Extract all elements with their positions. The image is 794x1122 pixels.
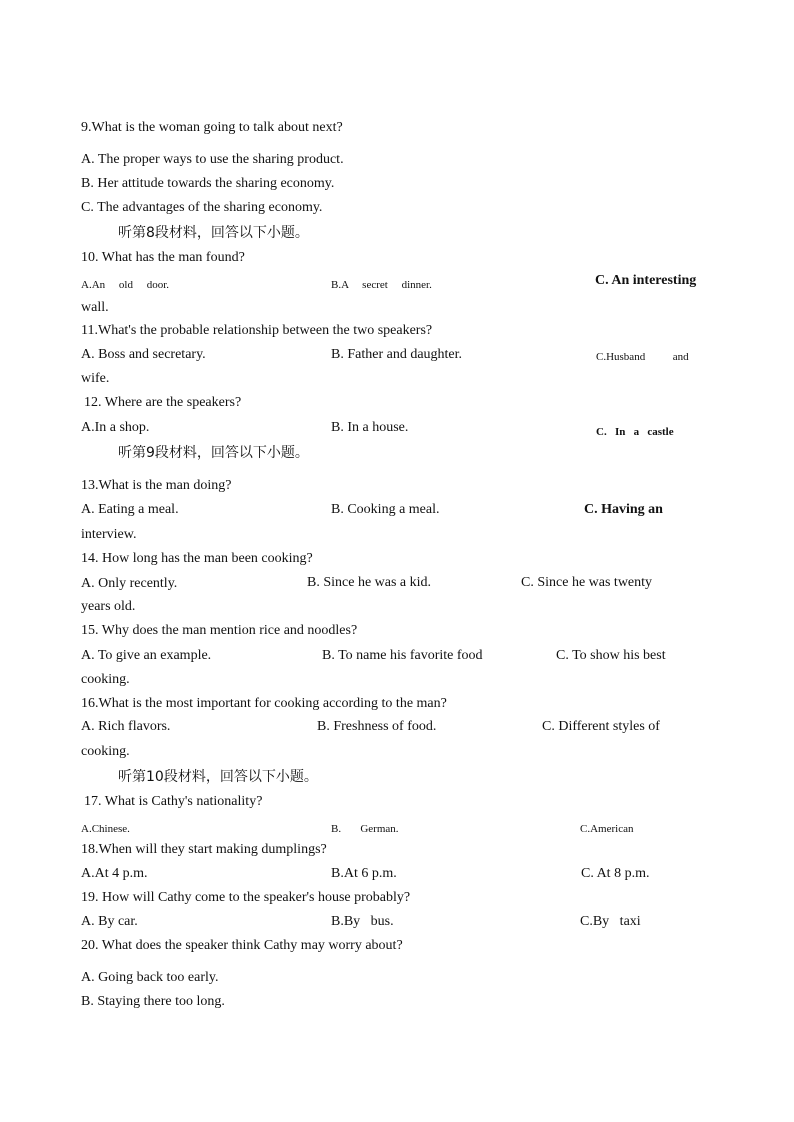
option-18c: C. At 8 p.m. <box>581 866 650 881</box>
option-13c: C. Having an <box>584 502 663 517</box>
option-9b: B. Her attitude towards the sharing economy. <box>81 176 335 191</box>
option-16b: B. Freshness of food. <box>317 719 437 734</box>
option-9a: A. The proper ways to use the sharing product. <box>81 152 344 167</box>
option-14c-continued: years old. <box>81 599 136 614</box>
option-19a: A. By car. <box>81 914 138 929</box>
option-20a: A. Going back too early. <box>81 970 219 985</box>
question-19: 19. How will Cathy come to the speaker's house probably? <box>81 890 411 905</box>
option-10a: A.An old door. <box>81 279 169 291</box>
option-11b: B. Father and daughter. <box>331 347 463 362</box>
option-14c: C. Since he was twenty <box>521 575 653 590</box>
option-14b: B. Since he was a kid. <box>307 575 432 590</box>
option-19c: C.By taxi <box>580 914 641 929</box>
question-9: 9.What is the woman going to talk about next? <box>81 120 343 135</box>
option-10b: B.A secret dinner. <box>331 279 432 291</box>
option-15b: B. To name his favorite food <box>322 648 483 663</box>
question-11: 11.What's the probable relationship between the two speakers? <box>81 323 433 338</box>
option-20b: B. Staying there too long. <box>81 994 225 1009</box>
option-17c: C.American <box>580 823 634 835</box>
option-19b: B.By bus. <box>331 914 394 929</box>
option-15c-continued: cooking. <box>81 672 130 687</box>
option-10c-continued: wall. <box>81 300 109 315</box>
question-17: 17. What is Cathy's nationality? <box>84 794 263 809</box>
question-10: 10. What has the man found? <box>81 250 245 265</box>
option-15c: C. To show his best <box>556 648 666 663</box>
option-13a: A. Eating a meal. <box>81 502 179 517</box>
option-13c-continued: interview. <box>81 527 137 542</box>
option-16a: A. Rich flavors. <box>81 719 171 734</box>
option-13b: B. Cooking a meal. <box>331 502 440 517</box>
option-11c-continued: wife. <box>81 371 110 386</box>
option-18a: A.At 4 p.m. <box>81 866 148 881</box>
option-11a: A. Boss and secretary. <box>81 347 206 362</box>
option-12c: C. In a castle <box>596 426 674 438</box>
section-9-instruction: 听第9段材料，回答以下小题。 <box>118 445 309 461</box>
option-12a: A.In a shop. <box>81 420 150 435</box>
option-10c: C. An interesting <box>595 273 697 288</box>
section-8-instruction: 听第8段材料，回答以下小题。 <box>118 225 309 241</box>
option-14a: A. Only recently. <box>81 576 178 591</box>
option-15a: A. To give an example. <box>81 648 212 663</box>
option-16c-continued: cooking. <box>81 744 130 759</box>
option-11c: C.Husband and <box>596 351 689 363</box>
question-13: 13.What is the man doing? <box>81 478 232 493</box>
question-20: 20. What does the speaker think Cathy may worry about? <box>81 938 403 953</box>
question-15: 15. Why does the man mention rice and noodles? <box>81 623 358 638</box>
question-14: 14. How long has the man been cooking? <box>81 551 313 566</box>
question-12: 12. Where are the speakers? <box>84 395 242 410</box>
option-12b: B. In a house. <box>331 420 409 435</box>
section-10-instruction: 听第10段材料，回答以下小题。 <box>118 769 318 785</box>
question-18: 18.When will they start making dumplings? <box>81 842 327 857</box>
option-16c: C. Different styles of <box>542 719 660 734</box>
question-16: 16.What is the most important for cooking according to the man? <box>81 696 447 711</box>
option-18b: B.At 6 p.m. <box>331 866 397 881</box>
option-9c: C. The advantages of the sharing economy. <box>81 200 323 215</box>
option-17a: A.Chinese. <box>81 823 130 835</box>
option-17b: B. German. <box>331 823 399 835</box>
